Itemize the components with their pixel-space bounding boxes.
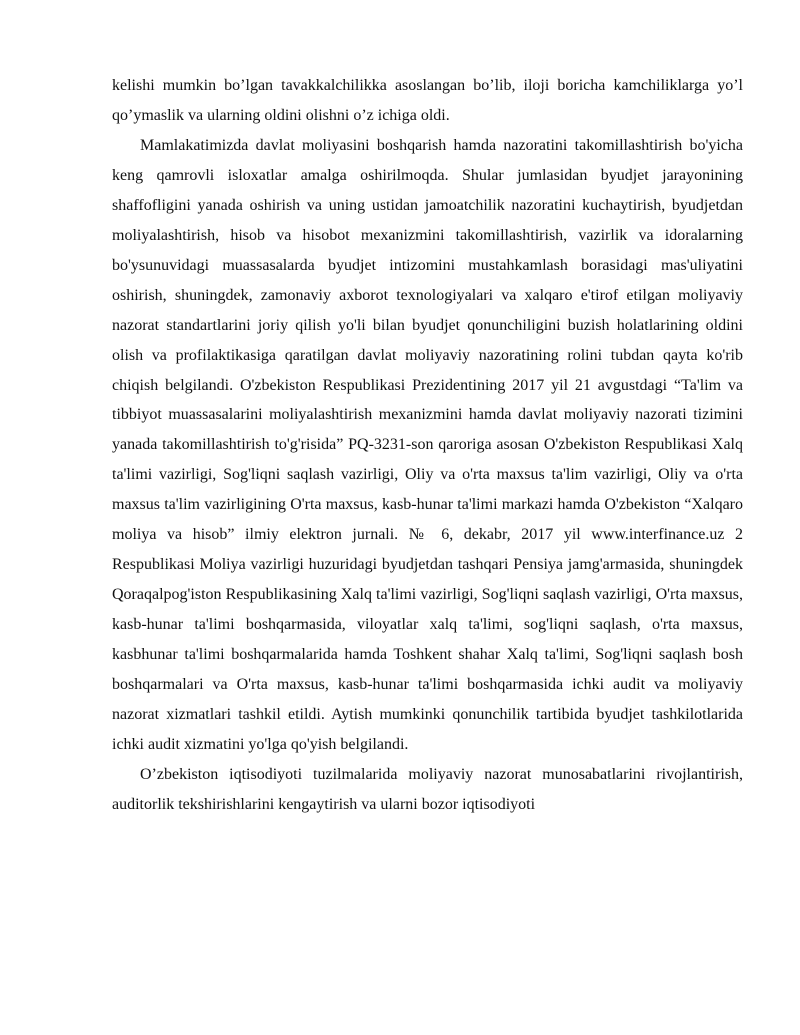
- paragraph-financial-control-reforms: Mamlakatimizda davlat moliyasini boshqarish hamda nazoratini takomillashtirish bo'yicha keng qamrovli isloxatlar amalga oshirilmoqda. Shular jumlasidan byudjet jarayonining shaffofligini yanada oshirish va uning ustidan jamoatchilik nazoratini kuchaytirish, byudjetdan moliyalashtirish, hisob va hisobot mexanizmini takomillashtirish, vazirlik va idoralarning bo'ysunuvidagi muassasalarda byudjet intizomini mustahkamlash borasidagi mas'uliyatini oshirish, shuningdek, zamonaviy axborot texnologiyalari va xalqaro e'tirof etilgan moliyaviy nazorat standartlarini joriy qilish yo'li bilan byudjet qonunchiligini buzish holatlarining oldini olish va profilaktikasiga qaratilgan davlat moliyaviy nazoratining rolini tubdan qayta ko'rib chiqish belgilandi. O'zbekiston Respublikasi Prezidentining 2017 yil 21 avgustdagi “Ta'lim va tibbiyot muassasalarini moliyalashtirish mexanizmini hamda davlat moliyaviy nazorati tizimini yanada takomillashtirish to'g'risida” PQ-3231-son qaroriga asosan O'zbekiston Respublikasi Xalq ta'limi vazirligi, Sog'liqni saqlash vazirligi, Oliy va o'rta maxsus ta'lim vazirligi, Oliy va o'rta maxsus ta'lim vazirligining O'rta maxsus, kasb-hunar ta'limi markazi hamda O'zbekiston “Xalqaro moliya va hisob” ilmiy elektron jurnali. № 6, dekabr, 2017 yil www.interfinance.uz 2 Respublikasi Moliya vazirligi huzuridagi byudjetdan tashqari Pensiya jamg'armasida, shuningdek Qoraqalpog'iston Respublikasining Xalq ta'limi vazirligi, Sog'liqni saqlash vazirligi, O'rta maxsus, kasb-hunar ta'limi boshqarmasida, viloyatlar xalq ta'limi, sog'liqni saqlash, o'rta maxsus, kasbhunar ta'limi boshqarmalarida hamda Toshkent shahar Xalq ta'limi, Sog'liqni saqlash bosh boshqarmalari va O'rta maxsus, kasb-hunar ta'limi boshqarmasida ichki audit va moliyaviy nazorat xizmatlari tashkil etildi. Aytish mumkinki qonunchilik tartibida byudjet tashkilotlarida ichki audit xizmatini yo'lga qo'yish belgilandi.: [112, 136, 743, 753]
- paragraph-continuation: kelishi mumkin bo’lgan tavakkalchilikka asoslangan bo’lib, iloji boricha kamchiliklarga yo’l qo’ymaslik va ularning oldini olishni o’z ichiga oldi.: [112, 77, 743, 124]
- paragraph-uzbekistan-economy: O’zbekiston iqtisodiyoti tuzilmalarida moliyaviy nazorat munosabatlarini rivojlantirish, auditorlik tekshirishlarini kengaytirish va ularni bozor iqtisodiyoti: [112, 765, 743, 813]
- document-body: [112, 71, 743, 820]
